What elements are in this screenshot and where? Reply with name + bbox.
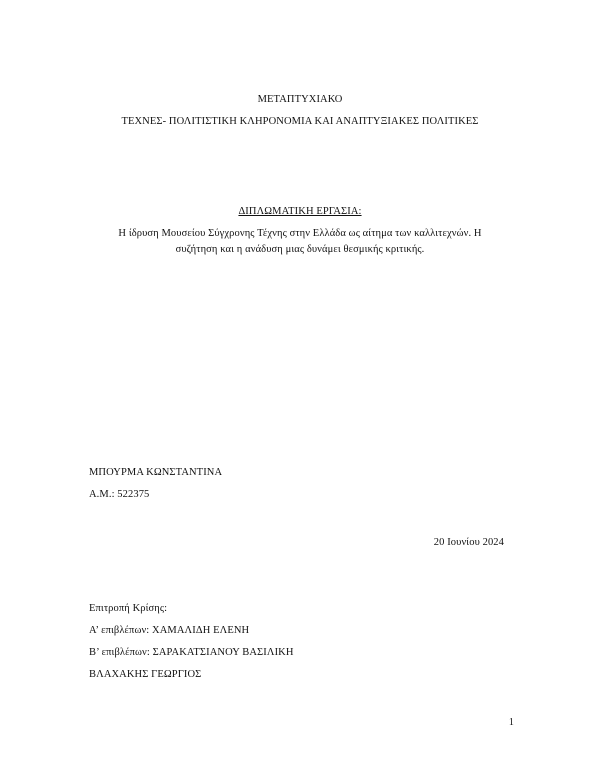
thesis-label (0, 206, 600, 217)
program-subheading: ΤΕΧΝΕΣ- ΠΟΛΙΤΙΣΤΙΚΗ ΚΛΗΡΟΝΟΜΙΑ ΚΑΙ ΑΝΑΠΤΥΞΙΑΚΕΣ ΠΟΛΙΤΙΚΕΣ (121, 116, 479, 127)
committee-label: Επιτροπή Κρίσης: (89, 603, 168, 614)
thesis-title-line-2: συζήτηση και η ανάδυση μιας δυνάμει θεσμικής κριτικής. (175, 244, 425, 255)
third-committee-member: ΒΛΑΧΑΚΗΣ ΓΕΩΡΓΙΟΣ (89, 669, 202, 680)
submission-date: 20 Ιουνίου 2024 (433, 537, 504, 548)
student-id: Α.Μ.: 522375 (89, 489, 150, 500)
thesis-label-text: ΔΙΠΛΩΜΑΤΙΚΗ ΕΡΓΑΣΙΑ: (238, 206, 362, 217)
author-name: ΜΠΟΥΡΜΑ ΚΩΝΣΤΑΝΤΙΝΑ (89, 467, 223, 478)
program-heading: ΜΕΤΑΠΤΥΧΙΑΚΟ (257, 94, 343, 105)
thesis-title-line-1: Η ίδρυση Μουσείου Σύγχρονης Τέχνης στην Ελλάδα ως αίτημα των καλλιτεχνών. Η (118, 228, 482, 239)
page-number: 1 (508, 717, 514, 728)
first-supervisor: Α’ επιβλέπων: ΧΑΜΑΛΙΔΗ ΕΛΕΝΗ (89, 625, 250, 636)
second-supervisor: Β’ επιβλέπων: ΣΑΡΑΚΑΤΣΙΑΝΟΥ ΒΑΣΙΛΙΚΗ (89, 647, 294, 658)
